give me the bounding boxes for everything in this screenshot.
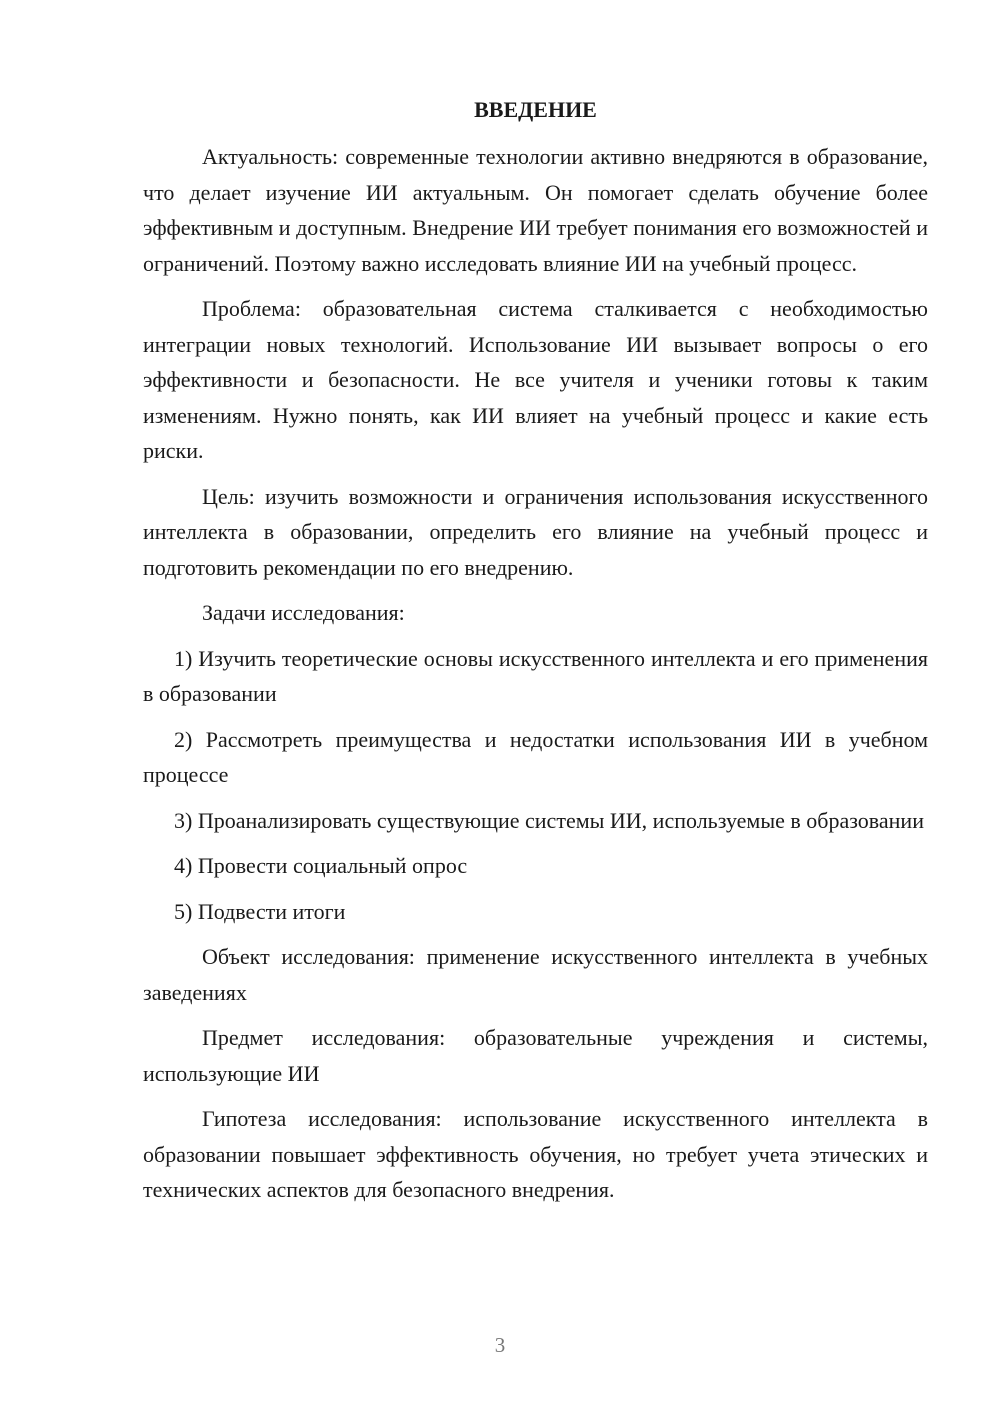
goal-paragraph: Цель: изучить возможности и ограничения использования искусственного интеллекта в образовании, определить его влияние на учебный процесс и подготовить рекомендации по его внедрению.	[143, 483, 928, 580]
task-item: 4) Провести социальный опрос	[174, 853, 468, 878]
task-item: 3) Проанализировать существующие системы ИИ, используемые в образовании	[174, 807, 924, 833]
subject-paragraph: Предмет исследования: образовательные учреждения и системы, использующие ИИ	[143, 1025, 928, 1086]
task-item: 5) Подвести итоги	[174, 898, 346, 924]
page-number: 3	[494, 1333, 506, 1357]
document-page	[143, 92, 928, 1218]
task-item: 2) Рассмотреть преимущества и недостатки использования ИИ в учебном процессе	[143, 726, 928, 787]
tasks-heading: Задачи исследования:	[202, 600, 405, 625]
relevance-paragraph: Актуальность: современные технологии активно внедряются в образование, что делает изучение ИИ актуальным. Он помогает сделать обучение более эффективным и доступным. Внедрение ИИ требует понимания его возможностей и ограничений. Поэтому важно исследовать влияние ИИ на учебный процесс.	[143, 144, 928, 276]
object-paragraph: Объект исследования: применение искусственного интеллекта в учебных заведениях	[143, 944, 928, 1005]
problem-paragraph: Проблема: образовательная система сталкивается с необходимостью интеграции новых технологий. Использование ИИ вызывает вопросы о его эффективности и безопасности. Не все учителя и ученики готовы к таким изменениям. Нужно понять, как ИИ влияет на учебный процесс и какие есть риски.	[143, 296, 928, 463]
hypothesis-paragraph: Гипотеза исследования: использование искусственного интеллекта в образовании повышает эффективность обучения, но требует учета этических и технических аспектов для безопасного внедрения.	[143, 1106, 928, 1202]
task-item: 1) Изучить теоретические основы искусственного интеллекта и его применения в образовании	[143, 645, 928, 706]
section-title: ВВЕДЕНИЕ	[474, 97, 597, 122]
